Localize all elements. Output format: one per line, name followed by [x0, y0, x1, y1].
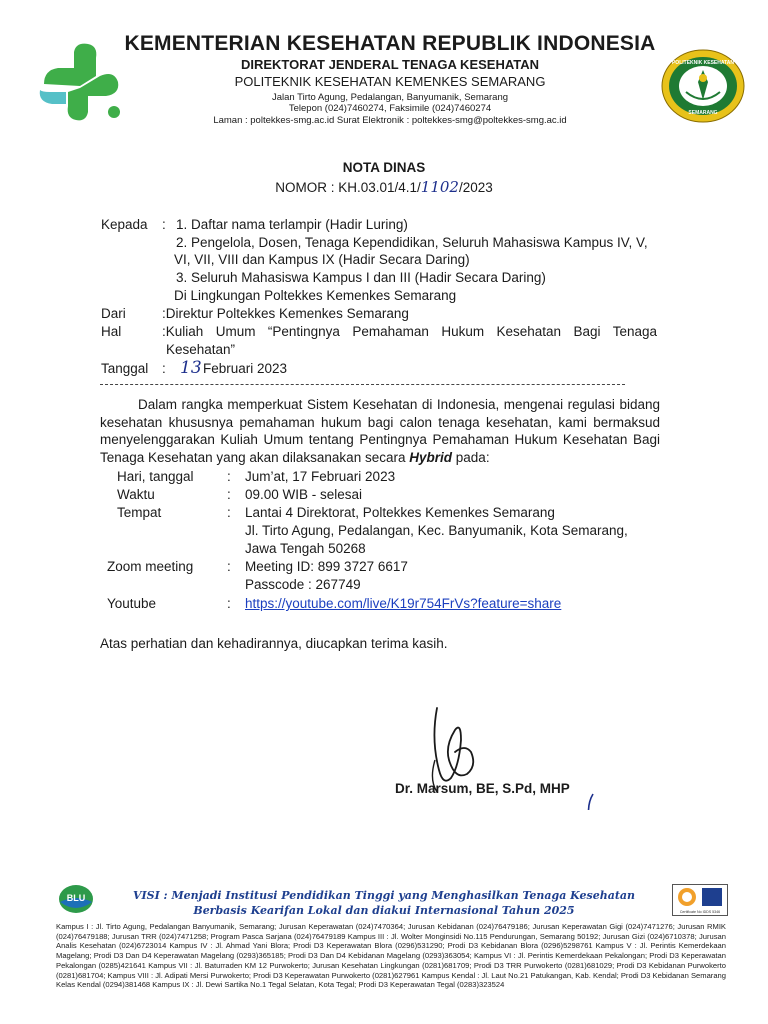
seal-text-bottom: SEMARANG [688, 110, 718, 116]
kepada-colon: : [162, 217, 166, 232]
kepada-item-1: 1. Daftar nama terlampir (Hadir Luring) [176, 217, 408, 232]
tempat-value-1: Lantai 4 Direktorat, Poltekkes Kemenkes Semarang [245, 505, 555, 520]
hybrid-emphasis: Hybrid [409, 449, 453, 465]
blu-logo-text: BLU [66, 893, 86, 903]
hal-value-line2: Kesehatan” [166, 342, 236, 357]
visi-line-2: Berbasis Kearifan Lokal dan diakui Internasional Tahun 2025 [193, 904, 575, 917]
memo-number-handwritten: 1102 [420, 178, 459, 196]
hari-label: Hari, tanggal [117, 469, 194, 484]
youtube-colon: : [227, 596, 231, 611]
blu-logo [58, 884, 94, 914]
separator-line [100, 384, 625, 385]
visi-line-1: VISI : Menjadi Institusi Pendidikan Tinggi yang Menghasilkan Tenaga Kesehatan [132, 889, 636, 902]
memo-title: NOTA DINAS [342, 160, 426, 175]
tempat-value-2: Jl. Tirto Agung, Pedalangan, Kec. Banyumanik, Kota Semarang, [245, 523, 628, 538]
tempat-colon: : [227, 505, 231, 520]
kepada-item-3: 3. Seluruh Mahasiswa Kampus I dan III (Hadir Secara Daring) [176, 270, 546, 285]
tanggal-handwritten-day: 13 [180, 358, 202, 378]
tempat-label: Tempat [117, 505, 162, 520]
campus-address-list: Kampus I : Jl. Tirto Agung, Pedalangan Banyumanik, Semarang; Jurusan Keperawatan (024)7470364; Jurusan Kebidanan (024)76479186; Jurusan Keperawatan Gigi (024)7471276; Jurusan RMIK (024)76479188; Jurusan TRR (024)7471258; Program Pasca Sarjana (024)76479189 Kampus III : Jl. Wolter Monginsidi No.115 Pendurungan, Semarang 50192; Jurusan Gizi (024)6710378; Jurusan Analis Kesehatan (024)6723014 Kampus IV : Jl. Ahmad Yani Blora; Prodi D3 Keperawatan Blora (0296)531290; Prodi D3 Kebidanan Blora (0296)5298761 Kampus V : Jl. Perintis Kemerdekaan Magelang; Prodi D3 Dan D4 Keperawatan Magelang (0293)365185; Prodi D3 Dan D4 Kebidanan Magelang (0293)363054; Kampus VI : Jl. Perintis Kemerdekaan Pekalongan; Prodi D3 Keperawatan Pekalongan (0285)421641 Kampus VII : Jl. Baturraden KM 12 Purwokerto; Jurusan Kesehatan Lingkungan (0281)681709; Prodi D3 TRR Purwokerto (0281)681029; Prodi D3 Kebidanan Purwokerto (0281)681704; Kampus VIII : Jl. Adipati Mersi Purwokerto; Prodi D3 Keperawatan Purwokerto (0281)627961 Kampus Kendal : Jl. Laut No.21 Patukangan, Kab. Kendal; Prodi D3 Kebidanan Semarang Kelas Kendal (0294)381468 Kampus IX : Jl. Dewi Sartika No.1 Tegal Selatan, Kota Tegal; Prodi D3 Keperawatan Tegal (0283)323524 [56, 922, 726, 990]
body-paragraph: Dalam rangka memperkuat Sistem Kesehatan di Indonesia, mengenai regulasi bidang kesehatan khususnya pemahaman hukum bagi calon tenaga kesehatan, kami bermaksud menyelenggarakan Kuliah Umum tentang Pentingnya Pemahaman Hukum Kesehatan Bagi Tenaga Kesehatan yang akan dilaksanakan secara Hybrid pada: [100, 397, 660, 465]
hal-value-line1: :Kuliah Umum “Pentingnya Pemahaman Hukum Kesehatan Bagi Tenaga [162, 324, 657, 339]
institution-title: POLITEKNIK KESEHATAN KEMENKES SEMARANG [234, 74, 546, 89]
signer-name: Dr. Marsum, BE, S.Pd, MHP [395, 781, 570, 796]
tanggal-label: Tanggal [101, 361, 149, 376]
iso-certification-badge [672, 884, 728, 916]
tempat-value-3: Jawa Tengah 50268 [245, 541, 366, 556]
zoom-passcode: Passcode : 267749 [245, 577, 361, 592]
closing-sentence: Atas perhatian dan kehadirannya, diucapkan terima kasih. [100, 636, 448, 651]
tanggal-value: Februari 2023 [203, 361, 288, 376]
poltekkes-seal [660, 48, 746, 124]
kepada-item-2a: 2. Pengelola, Dosen, Tenaga Kependidikan, Seluruh Mahasiswa Kampus IV, V, [176, 235, 648, 250]
tanggal-colon: : [162, 361, 166, 376]
institution-address: Jalan Tirto Agung, Pedalangan, Banyumanik, Semarang [271, 92, 509, 103]
ministry-title: KEMENTERIAN KESEHATAN REPUBLIK INDONESIA [124, 32, 656, 55]
kepada-item-4: Di Lingkungan Poltekkes Kemenkes Semarang [174, 288, 457, 303]
institution-web: Laman : poltekkes-smg.ac.id Surat Elektronik : poltekkes-smg@poltekkes-smg.ac.id [213, 115, 567, 126]
hari-value: Jum’at, 17 Februari 2023 [245, 469, 396, 484]
dari-label: Dari [101, 306, 126, 321]
zoom-meeting-id: Meeting ID: 899 3727 6617 [245, 559, 408, 574]
hal-label: Hal [101, 324, 122, 339]
zoom-label: Zoom meeting [107, 559, 194, 574]
kepada-item-2b: VI, VII, VIII dan Kampus IX (Hadir Secara Daring) [174, 252, 470, 267]
cert-number: Certificate No IDDS 5346 [679, 910, 721, 914]
seal-text-top: POLITEKNIK KESEHATAN [671, 60, 735, 66]
kepada-label: Kepada [101, 217, 148, 232]
waktu-label: Waktu [117, 487, 155, 502]
waktu-value: 09.00 WIB - selesai [245, 487, 363, 502]
directorate-title: DIREKTORAT JENDERAL TENAGA KESEHATAN [240, 57, 540, 72]
waktu-colon: : [227, 487, 231, 502]
dari-value: :Direktur Poltekkes Kemenkes Semarang [162, 306, 409, 321]
youtube-label: Youtube [107, 596, 157, 611]
zoom-colon: : [227, 559, 231, 574]
memo-number: NOMOR : KH.03.01/4.1/1102/2023 [275, 178, 493, 196]
institution-phone: Telepon (024)7460274, Faksimile (024)7460274 [288, 103, 492, 114]
youtube-link[interactable]: https://youtube.com/live/K19r754FrVs?feature=share [245, 596, 562, 611]
hari-colon: : [227, 469, 231, 484]
